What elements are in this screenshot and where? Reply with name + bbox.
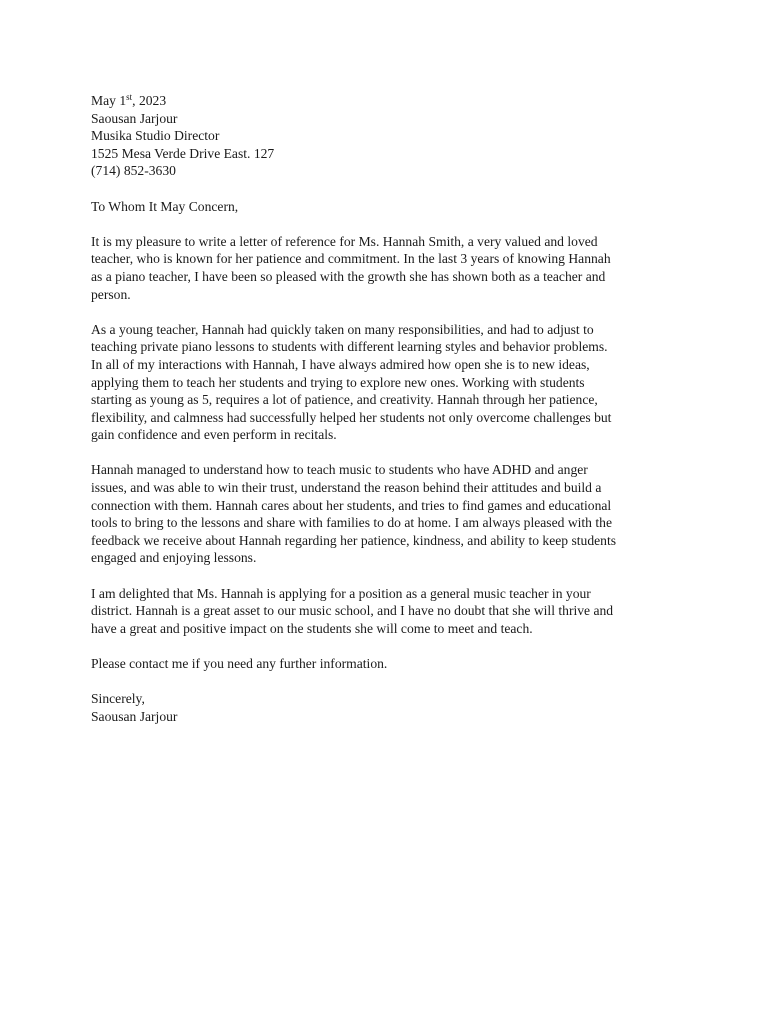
date-month-day: May 1 (91, 93, 127, 108)
spacer (91, 444, 711, 462)
paragraph-line: Please contact me if you need any further information. (91, 656, 388, 671)
sender-name: Saousan Jarjour (91, 110, 178, 126)
closing: Sincerely, (91, 691, 145, 707)
salutation: To Whom It May Concern, (91, 198, 239, 214)
spacer (91, 637, 711, 655)
paragraph-line: It is my pleasure to write a letter of reference for Ms. Hannah Smith, a very valued and loved (91, 233, 598, 249)
letter-date (91, 92, 711, 110)
paragraph-5 (91, 655, 711, 673)
paragraph-line: Hannah managed to understand how to teach music to students who have ADHD and anger (91, 462, 588, 478)
paragraph-line: tools to bring to the lessons and share with families to do at home. I am always pleased with the (91, 515, 612, 531)
paragraph-line: issues, and was able to win their trust, understand the reason behind their attitudes and build a (91, 480, 602, 496)
sender-address: 1525 Mesa Verde Drive East. 127 (91, 145, 275, 161)
paragraph-line: as a piano teacher, I have been so pleased with the growth she has shown both as a teacher and (91, 268, 606, 284)
date-year: , 2023 (132, 93, 167, 108)
spacer (91, 215, 711, 233)
paragraph-line: teaching private piano lessons to students with different learning styles and behavior problems. (91, 339, 608, 355)
sender-title: Musika Studio Director (91, 128, 220, 144)
paragraph-line: connection with them. Hannah cares about her students, and tries to find games and educational (91, 497, 612, 513)
paragraph-2 (91, 321, 711, 444)
paragraph-1 (91, 233, 711, 303)
paragraph-line: I am delighted that Ms. Hannah is applying for a position as a general music teacher in your (91, 585, 591, 601)
paragraph-line: district. Hannah is a great asset to our music school, and I have no doubt that she will thrive and (91, 603, 614, 619)
paragraph-line: feedback we receive about Hannah regarding her patience, kindness, and ability to keep students (91, 532, 617, 548)
spacer (91, 567, 711, 585)
paragraph-line: have a great and positive impact on the students she will come to meet and teach. (91, 620, 533, 636)
paragraph-line: As a young teacher, Hannah had quickly taken on many responsibilities, and had to adjust to (91, 321, 594, 337)
date-suffix: st (126, 92, 133, 102)
salutation-block (91, 198, 711, 216)
paragraph-line: person. (91, 286, 131, 302)
paragraph-line: flexibility, and calmness had successfully helped her students not only overcome challenges but (91, 409, 612, 425)
paragraph-line: In all of my interactions with Hannah, I have always admired how open she is to new ideas, (91, 356, 590, 372)
paragraph-line: gain confidence and even perform in recitals. (91, 427, 337, 443)
letter-header (91, 92, 711, 180)
spacer (91, 673, 711, 691)
spacer (91, 303, 711, 321)
paragraph-line: engaged and enjoying lessons. (91, 550, 257, 566)
paragraph-line: starting as young as 5, requires a lot of patience, and creativity. Hannah through her patience, (91, 392, 598, 408)
paragraph-line: applying them to teach her students and trying to explore new ones. Working with students (91, 374, 585, 390)
sender-phone: (714) 852-3630 (91, 163, 176, 179)
letter-page (91, 92, 711, 725)
paragraph-line: teacher, who is known for her patience and commitment. In the last 3 years of knowing Hannah (91, 251, 611, 267)
closing-block (91, 690, 711, 725)
paragraph-3 (91, 461, 711, 567)
spacer (91, 180, 711, 198)
signature-name: Saousan Jarjour (91, 708, 178, 724)
paragraph-4 (91, 585, 711, 638)
